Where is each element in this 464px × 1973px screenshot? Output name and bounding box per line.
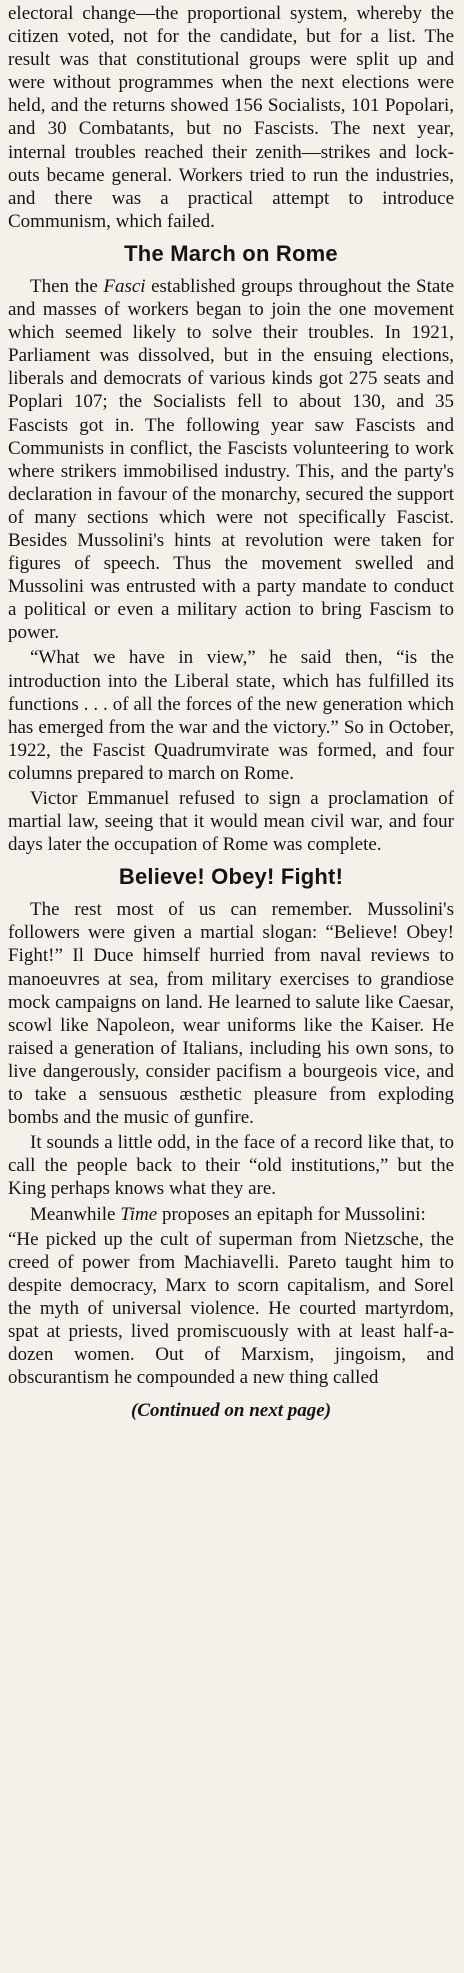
epitaph-intro-body: proposes an epitaph for Mussolini: <box>157 1203 426 1225</box>
section-heading-believe-obey-fight: Believe! Obey! Fight! <box>118 864 344 890</box>
time-emphasis: Time <box>120 1203 158 1225</box>
article-column <box>8 0 454 1423</box>
paragraph-old-institutions: It sounds a little odd, in the face of a record like that, to call the people back to their “old institutions,” but the King perhaps knows what they are. <box>8 1132 454 1200</box>
paragraph-quote-liberal-state: “What we have in view,” he said then, “is the introduction into the Liberal state, which has fulfilled its functions . . . of all the forces of the new generation which has emerged from the war and the victory.” So in October, 1922, the Fascist Quadrumvirate was formed, and four columns prepared to march on Rome. <box>8 647 454 784</box>
epitaph-intro-lead: Meanwhile <box>30 1203 121 1225</box>
paragraph-fasci-lead: Then the <box>30 275 104 297</box>
paragraph-slogan: The rest most of us can remember. Mussolini's followers were given a martial slogan: “Believe! Obey! Fight!” Il Duce himself hurried from naval reviews to manoeuvres at sea, from military exercises to grandiose mock campaigns on land. He learned to salute like Caesar, scowl like Napoleon, wear uniforms like the Kaiser. He raised a generation of Italians, including his own sons, to live dangerously, consider pacifism a bourgeois vice, and to take a sensuous æsthetic pleasure from exploding bombs and the music of gunfire. <box>8 899 454 1129</box>
paragraph-epitaph-intro <box>8 1203 454 1226</box>
paragraph-victor-emmanuel: Victor Emmanuel refused to sign a proclamation of martial law, seeing that it would mean civil war, and four days later the occupation of Rome was complete. <box>8 788 454 856</box>
paragraph-fasci <box>8 275 454 645</box>
section-heading-march-on-rome: The March on Rome <box>124 240 338 266</box>
continued-next-page-note: (Continued on next page) <box>130 1400 332 1422</box>
paragraph-epitaph-quote: “He picked up the cult of superman from Nietzsche, the creed of power from Machiavelli. Pareto taught him to despite democracy, Marx to scorn capitalism, and Sorel the myth of universal violence. He courted martyrdom, spat at priests, lived promiscuously with at least half-a-dozen women. Out of Marxism, jingoism, and obscurantism he compounded a new thing called <box>8 1228 454 1389</box>
paragraph-fasci-body: established groups throughout the State and masses of workers began to join the one movement which seemed likely to solve their troubles. In 1921, Parliament was dissolved, but in the ensuing elections, liberals and democrats of various kinds got 275 seats and Poplari 107; the Socialists fell to about 130, and 35 Fascists got in. The following year saw Fascists and Communists in conflict, the Fascists volunteering to work where strikers immobilised industry. This, and the party's declaration in favour of the monarchy, secured the support of many sections which were not specifically Fascist. Besides Mussolini's hints at revolution were taken for figures of speech. Thus the movement swelled and Mussolini was entrusted with a party mandate to conduct a political or even a military action to bring Fascism to power. <box>8 275 454 644</box>
paragraph-intro: electoral change—the proportional system, whereby the citizen voted, not for the candidate, but for a list. The result was that constitutional groups were split up and were without programmes when the next elections were held, and the returns showed 156 Socialists, 101 Popolari, and 30 Combatants, but no Fascists. The next year, internal troubles reached their zenith—strikes and lock-outs became general. Workers tried to run the industries, and there was a practical attempt to introduce Communism, which failed. <box>8 3 454 232</box>
fasci-emphasis: Fasci <box>103 275 146 297</box>
